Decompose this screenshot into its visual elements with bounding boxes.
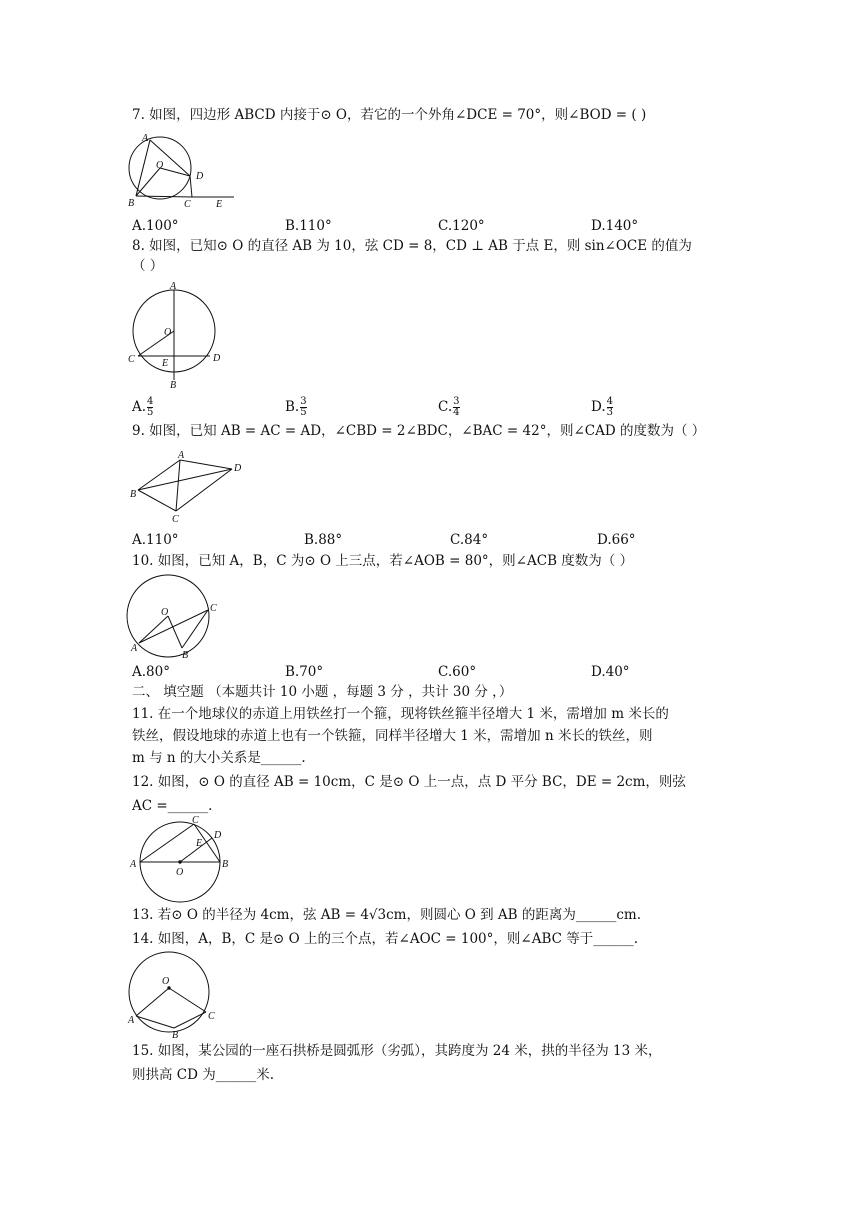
q14-text: 14. 如图，A，B，C 是⊙ O 上的三个点，若∠AOC = 100°，则∠ABC 等于______.	[132, 931, 639, 947]
q8-figure	[126, 280, 226, 392]
q10-text: 10. 如图，已知 A，B，C 为⊙ O 上三点，若∠AOB = 80°，则∠ACB 度数为（ ）	[132, 553, 634, 569]
q8-label-B: B	[170, 380, 177, 391]
q8-label-A: A	[170, 281, 177, 292]
q12-label-A: A	[130, 859, 137, 870]
q10-label-C: C	[210, 603, 217, 614]
q15-line1: 15. 如图，某公园的一座石拱桥是圆弧形（劣弧），其跨度为 24 米，拱的半径为 13 米，	[132, 1043, 662, 1059]
q12-label-B: B	[222, 859, 229, 870]
q8-label-O: O	[164, 327, 172, 338]
q10-label-O: O	[161, 607, 169, 618]
q10-option-c: C.60°	[438, 664, 477, 680]
q14-label-B: B	[172, 1030, 179, 1041]
q7-label-D: D	[196, 171, 204, 182]
q9-figure	[128, 447, 252, 527]
q9-label-A: A	[178, 450, 185, 461]
section2-title: 二、 填空题 （本题共计 10 小题 ，每题 3 分 ，共计 30 分 ，）	[132, 684, 513, 700]
q12-figure	[126, 816, 236, 906]
q10-option-d: D.40°	[591, 664, 630, 680]
q9-label-C: C	[172, 514, 179, 525]
q7-label-C: C	[184, 199, 191, 210]
q9-option-b: B.88°	[304, 532, 343, 548]
q8-text-cont: （ ）	[132, 258, 164, 274]
q10-figure	[126, 573, 226, 661]
q12-line1: 12. 如图，⊙ O 的直径 AB = 10cm，C 是⊙ O 上一点，点 D 平分 BC，DE = 2cm，则弦	[132, 774, 686, 790]
q11-line1: 11. 在一个地球仪的赤道上用铁丝打一个箍，现将铁丝箍半径增大 1 米，需增加 m 米长的	[132, 706, 669, 722]
q14-figure	[124, 952, 224, 1041]
q8-text: 8. 如图，已知⊙ O 的直径 AB 为 10，弦 CD = 8，CD ⊥ AB 于点 E，则 sin∠OCE 的值为	[132, 238, 692, 254]
q14-label-A: A	[128, 1015, 135, 1026]
q15-line2: 则拱高 CD 为______米.	[132, 1067, 275, 1083]
q9-option-d: D.66°	[597, 532, 636, 548]
q7-option-c: C.120°	[438, 218, 485, 234]
q8-option-a: A. $\frac{4}{5}$	[132, 396, 154, 418]
q14-label-C: C	[208, 1011, 215, 1022]
q14-label-O: O	[162, 976, 170, 987]
q7-label-A: A	[142, 133, 149, 144]
q9-label-B: B	[130, 489, 137, 500]
q10-label-A: A	[131, 643, 138, 654]
q8-label-D: D	[213, 353, 221, 364]
q9-option-c: C.84°	[450, 532, 489, 548]
q7-option-a: A.100°	[132, 218, 179, 234]
q8-option-b: B. $\frac{3}{5}$	[285, 396, 307, 418]
q10-option-b: B.70°	[285, 664, 324, 680]
q12-label-O: O	[176, 867, 184, 878]
q12-label-D: D	[214, 830, 222, 841]
q7-label-B: B	[128, 198, 135, 209]
q9-label-D: D	[234, 463, 242, 474]
q9-text: 9. 如图，已知 AB = AC = AD，∠CBD = 2∠BDC，∠BAC = 42°，则∠CAD 的度数为（ ）	[132, 423, 706, 439]
q8-option-c: C. $\frac{3}{4}$	[438, 396, 460, 418]
q7-text: 7. 如图，四边形 ABCD 内接于⊙ O，若它的一个外角∠DCE = 70°，则∠BOD = ( )	[132, 107, 647, 123]
q12-label-C: C	[192, 815, 199, 826]
q12-line2: AC =______.	[132, 798, 213, 814]
q10-label-B: B	[182, 650, 189, 661]
q7-label-E: E	[216, 199, 223, 210]
q8-label-C: C	[128, 354, 135, 365]
q7-option-b: B.110°	[285, 218, 332, 234]
q7-option-d: D.140°	[591, 218, 639, 234]
q12-label-E: E	[196, 838, 203, 849]
q8-label-E: E	[162, 358, 169, 369]
q7-figure	[120, 130, 240, 212]
q13-text: 13. 若⊙ O 的半径为 4cm，弦 AB = 4√3cm，则圆心 O 到 AB 的距离为______cm.	[132, 907, 642, 923]
q11-line3: m 与 n 的大小关系是______.	[132, 750, 306, 766]
q11-line2: 铁丝，假设地球的赤道上也有一个铁箍，同样半径增大 1 米，需增加 n 米长的铁丝，则	[132, 728, 653, 744]
q7-label-O: O	[156, 160, 164, 171]
q10-option-a: A.80°	[132, 664, 170, 680]
q9-option-a: A.110°	[132, 532, 179, 548]
q8-option-d: D. $\frac{4}{3}$	[591, 396, 614, 418]
